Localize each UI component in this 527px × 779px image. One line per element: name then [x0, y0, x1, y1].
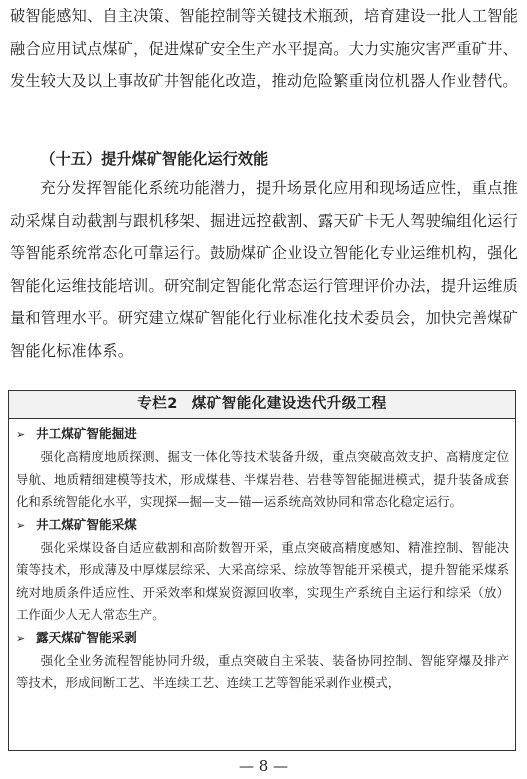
feature-column-box: [8, 390, 516, 751]
box-item-heading-text: 井工煤矿智能掘进: [36, 426, 137, 441]
box-title: 煤矿智能化建设迭代升级工程: [191, 396, 387, 412]
box-label: 专栏2: [137, 396, 178, 412]
body-paragraph-2: 充分发挥智能化系统功能潜力，提升场景化应用和现场适应性，重点推动采煤自动截割与跟机移架、掘进远控截割、露天矿卡无人驾驶编组化运行等智能系统常态化可靠运行。鼓励煤矿企业设立智能化专业运维机构，强化智能化运维技能培训。研究制定智能化常态运行管理评价办法，提升运维质量和管理水平。研究建立煤矿智能化行业标准化技术委员会，加快完善煤矿智能化标准体系。: [10, 179, 518, 360]
box-item-text: 强化高精度地质探测、掘支一体化等技术装备升级，重点突破高效支护、高精度定位导航、地质精细建模等技术，形成煤巷、半煤岩巷、岩巷等智能掘进模式，提升装备成套化和系统智能化水平，实现探—掘—支—锚—运系统高效协同和常态化稳定运行。: [16, 449, 509, 509]
box-item-text: 强化全业务流程智能协同升级，重点突破自主采装、装备协同控制、智能穿爆及排产等技术，形成间断工艺、半连续工艺、连续工艺等智能采剥作业模式，: [16, 652, 509, 690]
arrow-bullet-icon: ➢: [16, 518, 26, 532]
arrow-bullet-icon: ➢: [16, 631, 26, 645]
box-item-heading-text: 井工煤矿智能采煤: [36, 516, 137, 532]
page-number: — 8 —: [238, 757, 289, 775]
box-body: [9, 419, 515, 695]
box-title-row: [9, 391, 515, 419]
box-item-heading-text: 露天煤矿智能采剥: [36, 629, 137, 645]
box-item-heading: [16, 514, 509, 537]
arrow-bullet-icon: ➢: [16, 428, 26, 441]
box-item-heading: [16, 423, 509, 446]
box-item-text: 强化采煤设备自适应截割和高阶数智开采，重点突破高精度感知、精准控制、智能决策等技术，形成薄及中厚煤层综采、大采高综采、综放等智能开采模式，提升智能采煤系统对地质条件适应性、开采效率和煤炭资源回收率，实现生产系统自主运行和综采（放）工作面少人无人常态生产。: [16, 539, 509, 622]
section-heading: （十五）提升煤矿智能化运行效能: [40, 150, 269, 168]
body-paragraph-1: 破智能感知、自主决策、智能控制等关键技术瓶颈，培育建设一批人工智能融合应用试点煤矿，促进煤矿安全生产水平提高。大力实施灾害严重矿井、发生较大及以上事故矿井智能化改造，推动危险繁重岗位机器人作业替代。: [10, 7, 518, 90]
box-item-heading: [16, 627, 509, 650]
